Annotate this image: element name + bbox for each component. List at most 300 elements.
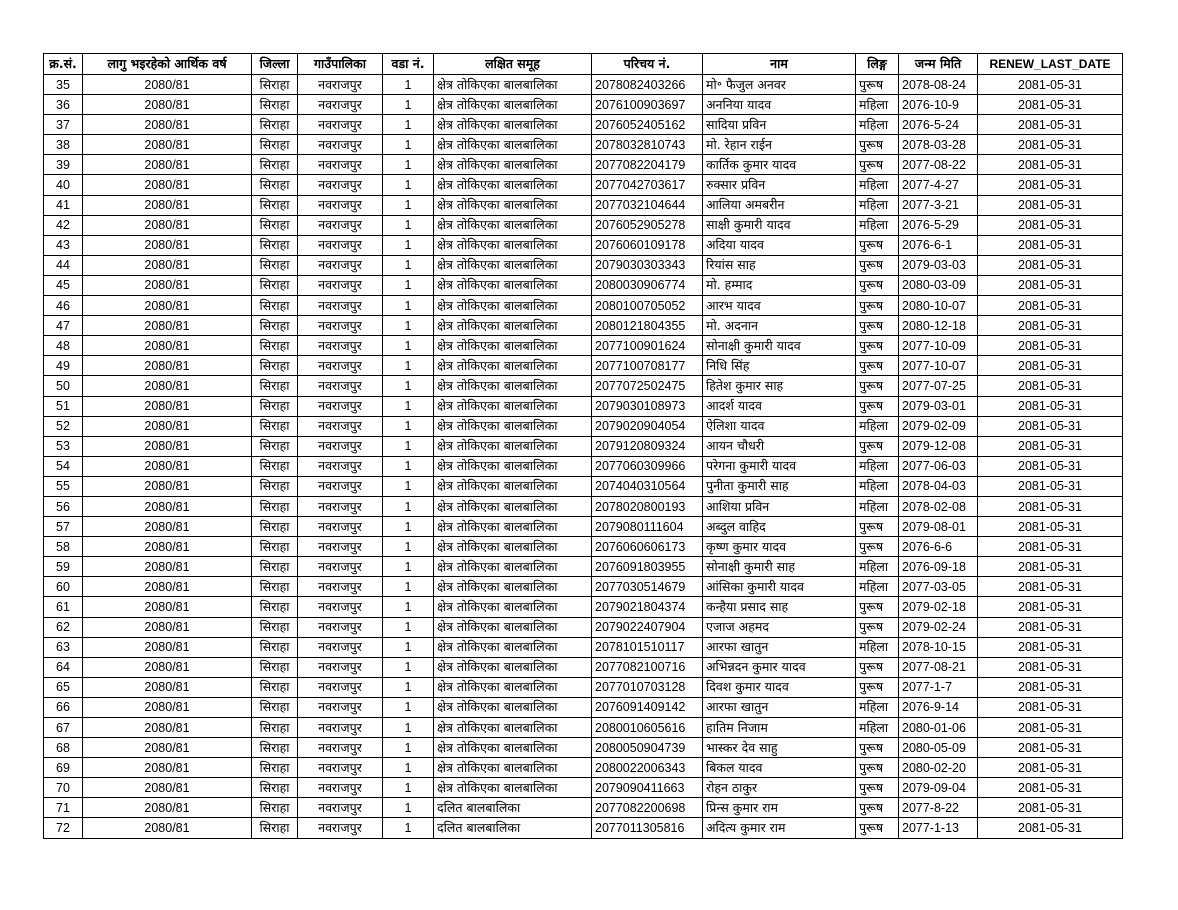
cell-ward-no: 1	[383, 396, 434, 416]
header-target-group: लक्षित समूह	[434, 54, 592, 75]
cell-fiscal-year: 2080/81	[83, 75, 252, 95]
cell-ward-no: 1	[383, 115, 434, 135]
cell-sn: 64	[44, 657, 83, 677]
cell-name: मो. रेहान राईन	[703, 135, 856, 155]
cell-renew-last-date: 2081-05-31	[978, 195, 1123, 215]
cell-sn: 60	[44, 577, 83, 597]
cell-name: सोनाक्षी कुमारी यादव	[703, 336, 856, 356]
cell-dob: 2077-07-25	[899, 376, 978, 396]
cell-sn: 55	[44, 476, 83, 496]
cell-renew-last-date: 2081-05-31	[978, 818, 1123, 838]
cell-renew-last-date: 2081-05-31	[978, 356, 1123, 376]
cell-name: मो. अदनान	[703, 316, 856, 336]
cell-ward-no: 1	[383, 255, 434, 275]
cell-id-no: 2076060109178	[592, 235, 703, 255]
table-row	[44, 637, 1123, 657]
cell-renew-last-date: 2081-05-31	[978, 115, 1123, 135]
cell-fiscal-year: 2080/81	[83, 95, 252, 115]
cell-fiscal-year: 2080/81	[83, 316, 252, 336]
cell-sn: 46	[44, 296, 83, 316]
cell-district: सिराहा	[252, 758, 298, 778]
cell-target-group: क्षेत्र तोकिएका बालबालिका	[434, 316, 592, 336]
cell-municipality: नवराजपुर	[298, 95, 383, 115]
cell-id-no: 2076052405162	[592, 115, 703, 135]
cell-ward-no: 1	[383, 155, 434, 175]
cell-district: सिराहा	[252, 135, 298, 155]
cell-district: सिराहा	[252, 175, 298, 195]
cell-dob: 2079-02-09	[899, 416, 978, 436]
cell-fiscal-year: 2080/81	[83, 456, 252, 476]
cell-dob: 2078-04-03	[899, 476, 978, 496]
cell-gender: महिला	[856, 95, 899, 115]
cell-gender: महिला	[856, 215, 899, 235]
cell-sn: 65	[44, 677, 83, 697]
cell-sn: 41	[44, 195, 83, 215]
cell-renew-last-date: 2081-05-31	[978, 677, 1123, 697]
cell-ward-no: 1	[383, 195, 434, 215]
cell-id-no: 2077082200698	[592, 798, 703, 818]
cell-gender: महिला	[856, 577, 899, 597]
cell-target-group: क्षेत्र तोकिएका बालबालिका	[434, 557, 592, 577]
cell-ward-no: 1	[383, 818, 434, 838]
table-row	[44, 738, 1123, 758]
cell-target-group: क्षेत्र तोकिएका बालबालिका	[434, 758, 592, 778]
cell-target-group: क्षेत्र तोकिएका बालबालिका	[434, 738, 592, 758]
cell-district: सिराहा	[252, 436, 298, 456]
cell-target-group: क्षेत्र तोकिएका बालबालिका	[434, 255, 592, 275]
cell-district: सिराहा	[252, 577, 298, 597]
cell-fiscal-year: 2080/81	[83, 396, 252, 416]
cell-id-no: 2080010605616	[592, 718, 703, 738]
cell-municipality: नवराजपुर	[298, 557, 383, 577]
cell-gender: महिला	[856, 637, 899, 657]
cell-renew-last-date: 2081-05-31	[978, 135, 1123, 155]
cell-district: सिराहा	[252, 336, 298, 356]
table-row	[44, 215, 1123, 235]
cell-name: दिवश कुमार यादव	[703, 677, 856, 697]
cell-target-group: क्षेत्र तोकिएका बालबालिका	[434, 95, 592, 115]
cell-name: कन्हैया प्रसाद साह	[703, 597, 856, 617]
cell-municipality: नवराजपुर	[298, 215, 383, 235]
cell-id-no: 2076060606173	[592, 537, 703, 557]
cell-district: सिराहा	[252, 517, 298, 537]
cell-district: सिराहा	[252, 376, 298, 396]
cell-renew-last-date: 2081-05-31	[978, 215, 1123, 235]
cell-id-no: 2078020800193	[592, 496, 703, 516]
cell-renew-last-date: 2081-05-31	[978, 577, 1123, 597]
cell-renew-last-date: 2081-05-31	[978, 296, 1123, 316]
table-row	[44, 316, 1123, 336]
cell-gender: महिला	[856, 718, 899, 738]
cell-name: रियांस साह	[703, 255, 856, 275]
cell-district: सिराहा	[252, 416, 298, 436]
cell-municipality: नवराजपुर	[298, 195, 383, 215]
cell-target-group: क्षेत्र तोकिएका बालबालिका	[434, 75, 592, 95]
cell-ward-no: 1	[383, 557, 434, 577]
beneficiary-table	[43, 53, 1123, 839]
cell-dob: 2078-03-28	[899, 135, 978, 155]
cell-name: ऐलिशा यादव	[703, 416, 856, 436]
cell-sn: 59	[44, 557, 83, 577]
cell-district: सिराहा	[252, 215, 298, 235]
cell-ward-no: 1	[383, 436, 434, 456]
cell-fiscal-year: 2080/81	[83, 557, 252, 577]
cell-gender: महिला	[856, 175, 899, 195]
cell-district: सिराहा	[252, 818, 298, 838]
cell-renew-last-date: 2081-05-31	[978, 255, 1123, 275]
table-row	[44, 718, 1123, 738]
cell-district: सिराहा	[252, 275, 298, 295]
cell-gender: पुरूष	[856, 617, 899, 637]
table-row	[44, 115, 1123, 135]
cell-fiscal-year: 2080/81	[83, 155, 252, 175]
cell-district: सिराहा	[252, 557, 298, 577]
cell-gender: पुरूष	[856, 778, 899, 798]
cell-fiscal-year: 2080/81	[83, 476, 252, 496]
cell-target-group: क्षेत्र तोकिएका बालबालिका	[434, 396, 592, 416]
header-fiscal-year: लागु भइरहेको आर्थिक वर्ष	[83, 54, 252, 75]
cell-municipality: नवराजपुर	[298, 436, 383, 456]
cell-district: सिराहा	[252, 456, 298, 476]
cell-dob: 2078-02-08	[899, 496, 978, 516]
cell-gender: पुरूष	[856, 537, 899, 557]
cell-district: सिराहा	[252, 75, 298, 95]
cell-municipality: नवराजपुर	[298, 396, 383, 416]
cell-id-no: 2074040310564	[592, 476, 703, 496]
cell-renew-last-date: 2081-05-31	[978, 336, 1123, 356]
cell-ward-no: 1	[383, 657, 434, 677]
table-row	[44, 577, 1123, 597]
table-row	[44, 175, 1123, 195]
cell-fiscal-year: 2080/81	[83, 798, 252, 818]
cell-renew-last-date: 2081-05-31	[978, 657, 1123, 677]
cell-name: रुक्सार प्रविन	[703, 175, 856, 195]
cell-renew-last-date: 2081-05-31	[978, 597, 1123, 617]
cell-fiscal-year: 2080/81	[83, 416, 252, 436]
header-name: नाम	[703, 54, 856, 75]
cell-sn: 72	[44, 818, 83, 838]
cell-dob: 2077-06-03	[899, 456, 978, 476]
cell-district: सिराहा	[252, 537, 298, 557]
table-row	[44, 356, 1123, 376]
cell-ward-no: 1	[383, 175, 434, 195]
cell-renew-last-date: 2081-05-31	[978, 778, 1123, 798]
cell-district: सिराहा	[252, 115, 298, 135]
cell-ward-no: 1	[383, 637, 434, 657]
cell-target-group: क्षेत्र तोकिएका बालबालिका	[434, 436, 592, 456]
cell-sn: 44	[44, 255, 83, 275]
cell-renew-last-date: 2081-05-31	[978, 758, 1123, 778]
cell-id-no: 2077082100716	[592, 657, 703, 677]
cell-sn: 37	[44, 115, 83, 135]
cell-district: सिराहा	[252, 597, 298, 617]
cell-gender: पुरूष	[856, 75, 899, 95]
cell-fiscal-year: 2080/81	[83, 496, 252, 516]
cell-ward-no: 1	[383, 356, 434, 376]
cell-district: सिराहा	[252, 677, 298, 697]
cell-dob: 2080-12-18	[899, 316, 978, 336]
cell-gender: पुरूष	[856, 758, 899, 778]
cell-sn: 38	[44, 135, 83, 155]
table-row	[44, 677, 1123, 697]
table-row	[44, 255, 1123, 275]
cell-name: प्रिन्स कुमार राम	[703, 798, 856, 818]
cell-dob: 2076-5-24	[899, 115, 978, 135]
cell-target-group: क्षेत्र तोकिएका बालबालिका	[434, 476, 592, 496]
cell-name: सोनाक्षी कुमारी साह	[703, 557, 856, 577]
cell-municipality: नवराजपुर	[298, 155, 383, 175]
cell-id-no: 2080121804355	[592, 316, 703, 336]
cell-renew-last-date: 2081-05-31	[978, 537, 1123, 557]
cell-gender: महिला	[856, 496, 899, 516]
cell-district: सिराहा	[252, 738, 298, 758]
cell-id-no: 2077042703617	[592, 175, 703, 195]
cell-dob: 2077-08-21	[899, 657, 978, 677]
cell-district: सिराहा	[252, 195, 298, 215]
cell-dob: 2077-3-21	[899, 195, 978, 215]
cell-sn: 69	[44, 758, 83, 778]
cell-target-group: क्षेत्र तोकिएका बालबालिका	[434, 637, 592, 657]
cell-ward-no: 1	[383, 758, 434, 778]
cell-id-no: 2079080111604	[592, 517, 703, 537]
cell-renew-last-date: 2081-05-31	[978, 476, 1123, 496]
cell-municipality: नवराजपुर	[298, 738, 383, 758]
cell-fiscal-year: 2080/81	[83, 818, 252, 838]
cell-ward-no: 1	[383, 235, 434, 255]
table-body	[44, 75, 1123, 839]
cell-renew-last-date: 2081-05-31	[978, 718, 1123, 738]
cell-dob: 2077-8-22	[899, 798, 978, 818]
cell-municipality: नवराजपुर	[298, 316, 383, 336]
cell-renew-last-date: 2081-05-31	[978, 175, 1123, 195]
cell-municipality: नवराजपुर	[298, 296, 383, 316]
table-row	[44, 416, 1123, 436]
cell-municipality: नवराजपुर	[298, 718, 383, 738]
cell-renew-last-date: 2081-05-31	[978, 396, 1123, 416]
cell-name: अदित्य कुमार राम	[703, 818, 856, 838]
cell-ward-no: 1	[383, 296, 434, 316]
cell-municipality: नवराजपुर	[298, 135, 383, 155]
cell-id-no: 2080022006343	[592, 758, 703, 778]
cell-name: मो. हम्माद	[703, 275, 856, 295]
cell-dob: 2077-10-07	[899, 356, 978, 376]
cell-fiscal-year: 2080/81	[83, 135, 252, 155]
cell-sn: 71	[44, 798, 83, 818]
cell-id-no: 2077011305816	[592, 818, 703, 838]
table-row	[44, 296, 1123, 316]
cell-sn: 66	[44, 697, 83, 717]
cell-renew-last-date: 2081-05-31	[978, 436, 1123, 456]
cell-id-no: 2079022407904	[592, 617, 703, 637]
cell-gender: पुरूष	[856, 436, 899, 456]
cell-name: आरफा खातुन	[703, 637, 856, 657]
cell-sn: 48	[44, 336, 83, 356]
cell-fiscal-year: 2080/81	[83, 617, 252, 637]
cell-municipality: नवराजपुर	[298, 677, 383, 697]
cell-target-group: क्षेत्र तोकिएका बालबालिका	[434, 697, 592, 717]
cell-id-no: 2077030514679	[592, 577, 703, 597]
cell-id-no: 2077010703128	[592, 677, 703, 697]
cell-renew-last-date: 2081-05-31	[978, 155, 1123, 175]
cell-name: रोहन ठाकुर	[703, 778, 856, 798]
table-row	[44, 155, 1123, 175]
cell-fiscal-year: 2080/81	[83, 637, 252, 657]
cell-gender: पुरूष	[856, 396, 899, 416]
cell-name: अदिया यादव	[703, 235, 856, 255]
cell-fiscal-year: 2080/81	[83, 235, 252, 255]
table-row	[44, 798, 1123, 818]
cell-id-no: 2077072502475	[592, 376, 703, 396]
cell-target-group: क्षेत्र तोकिएका बालबालिका	[434, 517, 592, 537]
cell-name: अननिया यादव	[703, 95, 856, 115]
cell-renew-last-date: 2081-05-31	[978, 517, 1123, 537]
cell-ward-no: 1	[383, 215, 434, 235]
cell-id-no: 2076091803955	[592, 557, 703, 577]
cell-ward-no: 1	[383, 456, 434, 476]
cell-gender: पुरूष	[856, 798, 899, 818]
cell-dob: 2078-10-15	[899, 637, 978, 657]
cell-fiscal-year: 2080/81	[83, 255, 252, 275]
cell-target-group: क्षेत्र तोकिएका बालबालिका	[434, 135, 592, 155]
cell-target-group: क्षेत्र तोकिएका बालबालिका	[434, 677, 592, 697]
cell-district: सिराहा	[252, 95, 298, 115]
cell-name: कृष्ण कुमार यादव	[703, 537, 856, 557]
cell-id-no: 2077032104644	[592, 195, 703, 215]
header-gender: लिङ्ग	[856, 54, 899, 75]
cell-name: भास्कर देव साहु	[703, 738, 856, 758]
cell-district: सिराहा	[252, 396, 298, 416]
cell-fiscal-year: 2080/81	[83, 597, 252, 617]
cell-renew-last-date: 2081-05-31	[978, 456, 1123, 476]
cell-ward-no: 1	[383, 597, 434, 617]
cell-id-no: 2076052905278	[592, 215, 703, 235]
cell-dob: 2076-6-1	[899, 235, 978, 255]
cell-target-group: क्षेत्र तोकिएका बालबालिका	[434, 416, 592, 436]
cell-sn: 56	[44, 496, 83, 516]
cell-district: सिराहा	[252, 155, 298, 175]
cell-district: सिराहा	[252, 778, 298, 798]
cell-dob: 2077-1-13	[899, 818, 978, 838]
cell-renew-last-date: 2081-05-31	[978, 235, 1123, 255]
cell-ward-no: 1	[383, 316, 434, 336]
cell-municipality: नवराजपुर	[298, 657, 383, 677]
cell-renew-last-date: 2081-05-31	[978, 416, 1123, 436]
cell-ward-no: 1	[383, 416, 434, 436]
cell-sn: 67	[44, 718, 83, 738]
cell-municipality: नवराजपुर	[298, 416, 383, 436]
cell-gender: महिला	[856, 195, 899, 215]
table-row	[44, 396, 1123, 416]
cell-gender: पुरूष	[856, 275, 899, 295]
table-row	[44, 135, 1123, 155]
cell-dob: 2076-5-29	[899, 215, 978, 235]
table-row	[44, 275, 1123, 295]
table-row	[44, 336, 1123, 356]
cell-dob: 2080-03-09	[899, 275, 978, 295]
cell-gender: महिला	[856, 416, 899, 436]
cell-fiscal-year: 2080/81	[83, 677, 252, 697]
table-row	[44, 235, 1123, 255]
cell-ward-no: 1	[383, 697, 434, 717]
cell-target-group: क्षेत्र तोकिएका बालबालिका	[434, 778, 592, 798]
cell-sn: 36	[44, 95, 83, 115]
cell-district: सिराहा	[252, 798, 298, 818]
cell-gender: पुरूष	[856, 135, 899, 155]
cell-renew-last-date: 2081-05-31	[978, 637, 1123, 657]
cell-name: अब्दुल वाहिद	[703, 517, 856, 537]
cell-dob: 2080-02-20	[899, 758, 978, 778]
cell-renew-last-date: 2081-05-31	[978, 738, 1123, 758]
cell-fiscal-year: 2080/81	[83, 296, 252, 316]
cell-fiscal-year: 2080/81	[83, 778, 252, 798]
table-row	[44, 376, 1123, 396]
cell-gender: पुरूष	[856, 818, 899, 838]
cell-sn: 57	[44, 517, 83, 537]
cell-target-group: क्षेत्र तोकिएका बालबालिका	[434, 296, 592, 316]
cell-municipality: नवराजपुर	[298, 376, 383, 396]
cell-dob: 2079-09-04	[899, 778, 978, 798]
cell-fiscal-year: 2080/81	[83, 517, 252, 537]
cell-fiscal-year: 2080/81	[83, 738, 252, 758]
cell-renew-last-date: 2081-05-31	[978, 496, 1123, 516]
header-ward-no: वडा नं.	[383, 54, 434, 75]
cell-id-no: 2079090411663	[592, 778, 703, 798]
cell-renew-last-date: 2081-05-31	[978, 75, 1123, 95]
cell-dob: 2077-08-22	[899, 155, 978, 175]
cell-municipality: नवराजपुर	[298, 758, 383, 778]
cell-ward-no: 1	[383, 376, 434, 396]
cell-ward-no: 1	[383, 496, 434, 516]
cell-fiscal-year: 2080/81	[83, 577, 252, 597]
cell-gender: पुरूष	[856, 316, 899, 336]
cell-ward-no: 1	[383, 778, 434, 798]
cell-dob: 2076-6-6	[899, 537, 978, 557]
cell-dob: 2080-05-09	[899, 738, 978, 758]
table-row	[44, 456, 1123, 476]
cell-dob: 2076-09-18	[899, 557, 978, 577]
cell-fiscal-year: 2080/81	[83, 376, 252, 396]
table-row	[44, 778, 1123, 798]
cell-fiscal-year: 2080/81	[83, 697, 252, 717]
table-row	[44, 95, 1123, 115]
cell-sn: 45	[44, 275, 83, 295]
cell-id-no: 2079020904054	[592, 416, 703, 436]
cell-district: सिराहा	[252, 657, 298, 677]
cell-fiscal-year: 2080/81	[83, 537, 252, 557]
cell-id-no: 2079021804374	[592, 597, 703, 617]
cell-name: अभिन्नदन कुमार यादव	[703, 657, 856, 677]
cell-municipality: नवराजपुर	[298, 697, 383, 717]
cell-district: सिराहा	[252, 637, 298, 657]
cell-district: सिराहा	[252, 617, 298, 637]
cell-municipality: नवराजपुर	[298, 235, 383, 255]
cell-gender: पुरूष	[856, 296, 899, 316]
cell-gender: पुरूष	[856, 356, 899, 376]
cell-municipality: नवराजपुर	[298, 75, 383, 95]
cell-name: आंसिका कुमारी यादव	[703, 577, 856, 597]
table-row	[44, 597, 1123, 617]
cell-name: एजाज अहमद	[703, 617, 856, 637]
table-row	[44, 517, 1123, 537]
cell-municipality: नवराजपुर	[298, 255, 383, 275]
cell-gender: पुरूष	[856, 376, 899, 396]
cell-renew-last-date: 2081-05-31	[978, 617, 1123, 637]
cell-target-group: क्षेत्र तोकिएका बालबालिका	[434, 657, 592, 677]
cell-renew-last-date: 2081-05-31	[978, 557, 1123, 577]
cell-target-group: दलित बालबालिका	[434, 818, 592, 838]
cell-gender: पुरूष	[856, 255, 899, 275]
table-row	[44, 537, 1123, 557]
